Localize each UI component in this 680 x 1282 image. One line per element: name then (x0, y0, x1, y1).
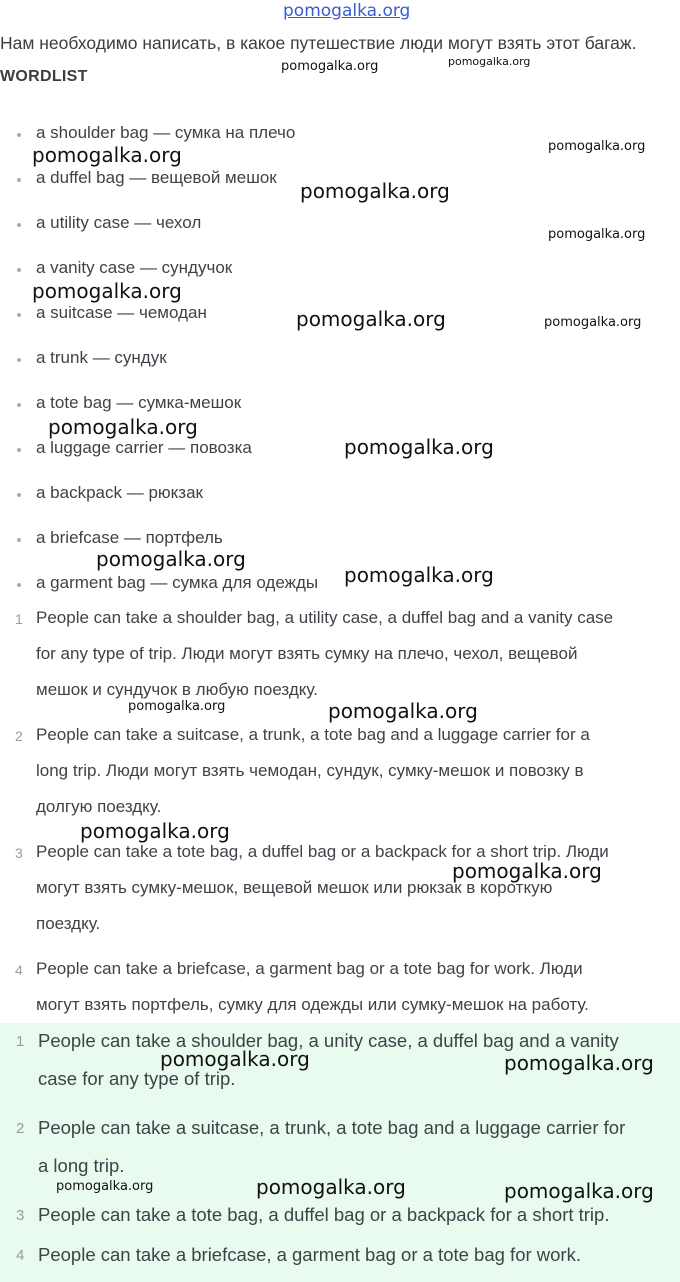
watermark: pomogalka.org (48, 415, 198, 439)
answer-key-text: People can take a shoulder bag, a unity case, a duffel bag and a vanity case for any type of trip. (38, 1030, 619, 1089)
watermark: pomogalka.org (448, 55, 531, 68)
bullet-icon (17, 583, 21, 587)
watermark: pomogalka.org (548, 227, 646, 242)
watermark: pomogalka.org (452, 859, 602, 883)
answer-text: People can take a shoulder bag, a utility case, a duffel bag and a vanity case for any type of trip. Люди могут взять сумку на плечо, чехол, вещевой мешок и сундучок в любую поездку. (36, 608, 614, 699)
answer-number: 4 (15, 962, 23, 978)
watermark: pomogalka.org (32, 143, 182, 167)
watermark: pomogalka.org (281, 59, 379, 74)
watermark: pomogalka.org (504, 1179, 654, 1203)
bullet-icon (17, 493, 21, 497)
answer-number: 3 (15, 845, 23, 861)
bullet-icon (17, 403, 21, 407)
watermark: pomogalka.org (160, 1047, 310, 1071)
watermark: pomogalka.org (544, 315, 642, 330)
bullet-icon (17, 268, 21, 272)
answer-text: People can take a suitcase, a trunk, a tote bag and a luggage carrier for a long trip. Люди могут взять чемодан, сундук, сумку-мешок и повозку в долгую поездку. (36, 725, 590, 816)
watermark: pomogalka.org (504, 1051, 654, 1075)
intro-text: Нам необходимо написать, в какое путешествие люди могут взять этот багаж. (0, 33, 637, 53)
watermark: pomogalka.org (344, 563, 494, 587)
answer-number: 2 (15, 728, 23, 744)
site-link[interactable]: pomogalka.org (283, 1, 411, 21)
bullet-icon (17, 448, 21, 452)
watermark: pomogalka.org (32, 279, 182, 303)
bullet-icon (17, 358, 21, 362)
answer-key-text: People can take a tote bag, a duffel bag or a backpack for a short trip. (38, 1204, 610, 1225)
bullet-icon (17, 133, 21, 137)
watermark: pomogalka.org (96, 547, 246, 571)
bullet-icon (17, 538, 21, 542)
answer-number: 1 (15, 611, 23, 627)
bullet-icon (17, 223, 21, 227)
bullet-icon (17, 313, 21, 317)
answer-key-number: 3 (16, 1207, 25, 1224)
watermark: pomogalka.org (296, 307, 446, 331)
watermark: pomogalka.org (80, 819, 230, 843)
answer-key-number: 2 (16, 1120, 25, 1137)
answer-key-text: People can take a briefcase, a garment bag or a tote bag for work. (38, 1244, 581, 1265)
watermark: pomogalka.org (300, 179, 450, 203)
watermark: pomogalka.org (328, 699, 478, 723)
answer-key-text: People can take a suitcase, a trunk, a tote bag and a luggage carrier for a long trip. (38, 1117, 626, 1176)
watermark: pomogalka.org (548, 139, 646, 154)
bullet-icon (17, 178, 21, 182)
watermark: pomogalka.org (344, 435, 494, 459)
watermark: pomogalka.org (128, 699, 226, 714)
answer-text: People can take a tote bag, a duffel bag or a backpack for a short trip. Люди могут взять сумку-мешок, вещевой мешок или рюкзак в короткую поездку. (36, 842, 609, 933)
wordlist-title: WORDLIST (0, 68, 88, 85)
watermark: pomogalka.org (256, 1175, 406, 1199)
answer-text: People can take a briefcase, a garment bag or a tote bag for work. Люди могут взять портфель, сумку для одежды или сумку-мешок на работу. (36, 959, 589, 1014)
answer-key-number: 1 (16, 1033, 25, 1050)
answer-key-number: 4 (16, 1247, 25, 1264)
watermark: pomogalka.org (56, 1179, 154, 1194)
